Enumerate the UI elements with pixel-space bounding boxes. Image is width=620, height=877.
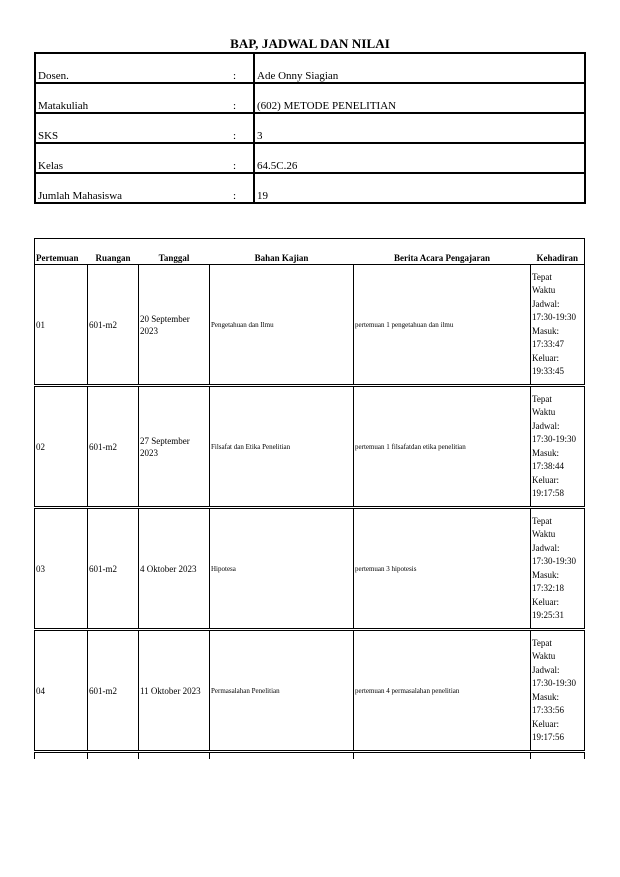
info-colon: : <box>230 173 254 203</box>
kehadiran-line: 19:25:31 <box>532 610 565 620</box>
kehadiran-line: 17:30-19:30 <box>532 312 576 322</box>
info-value: 64.5C.26 <box>254 143 585 173</box>
kehadiran-line: 19:17:58 <box>532 488 565 498</box>
kehadiran-line: Waktu <box>532 285 556 295</box>
info-label: Kelas <box>35 143 230 173</box>
course-info-table <box>34 52 586 204</box>
cell-berita-acara: pertemuan 4 permasalahan penelitian <box>354 630 531 752</box>
cell-empty <box>88 752 139 760</box>
cell-bahan-kajian: Pengetahuan dan Ilmu <box>210 265 354 386</box>
cell-bahan-kajian: Hipotesa <box>210 508 354 630</box>
kehadiran-line: Tepat <box>532 393 552 404</box>
kehadiran-line: 17:30-19:30 <box>532 678 576 688</box>
cell-ruangan: 601-m2 <box>88 386 139 508</box>
cell-pertemuan: 02 <box>35 386 88 508</box>
schedule-table <box>34 238 585 759</box>
info-value: Ade Onny Siagian <box>254 53 585 83</box>
kehadiran-line: Tepat <box>532 271 552 282</box>
cell-empty <box>210 752 354 760</box>
info-label: Dosen. <box>35 53 230 83</box>
kehadiran-line: Jadwal: <box>532 420 560 431</box>
kehadiran-line: 17:30-19:30 <box>532 434 576 444</box>
info-row-jumlah-mahasiswa <box>35 173 585 203</box>
cell-berita-acara: pertemuan 1 pengetahuan dan ilmu <box>354 265 531 386</box>
cell-kehadiran <box>531 386 585 508</box>
cell-empty <box>354 752 531 760</box>
cell-pertemuan: 04 <box>35 630 88 752</box>
cell-tanggal: 27 September 2023 <box>139 386 210 508</box>
cell-ruangan: 601-m2 <box>88 508 139 630</box>
kehadiran-line: Masuk: <box>532 447 559 458</box>
info-label: Jumlah Mahasiswa <box>35 173 230 203</box>
info-row-dosen <box>35 53 585 83</box>
kehadiran-line: Masuk: <box>532 569 559 580</box>
info-value: 3 <box>254 113 585 143</box>
kehadiran-line: Waktu <box>532 529 556 539</box>
cell-kehadiran <box>531 265 585 386</box>
info-value: (602) METODE PENELITIAN <box>254 83 585 113</box>
kehadiran-line: Waktu <box>532 651 556 661</box>
kehadiran-line: Masuk: <box>532 691 559 702</box>
cell-empty <box>35 752 88 760</box>
kehadiran-line: Waktu <box>532 407 556 417</box>
table-continuation-row <box>35 752 585 760</box>
table-row <box>35 630 585 752</box>
cell-tanggal: 4 Oktober 2023 <box>139 508 210 630</box>
cell-tanggal: 20 September 2023 <box>139 265 210 386</box>
info-row-matakuliah <box>35 83 585 113</box>
cell-pertemuan: 01 <box>35 265 88 386</box>
info-row-sks <box>35 113 585 143</box>
table-row <box>35 386 585 508</box>
kehadiran-line: Masuk: <box>532 325 559 336</box>
header-ruangan: Ruangan <box>88 239 139 265</box>
kehadiran-line: Keluar: <box>532 718 559 729</box>
info-colon: : <box>230 53 254 83</box>
info-label: SKS <box>35 113 230 143</box>
kehadiran-line: Keluar: <box>532 596 559 607</box>
cell-kehadiran <box>531 630 585 752</box>
cell-ruangan: 601-m2 <box>88 265 139 386</box>
cell-empty <box>139 752 210 760</box>
cell-tanggal: 11 Oktober 2023 <box>139 630 210 752</box>
cell-ruangan: 601-m2 <box>88 630 139 752</box>
info-colon: : <box>230 113 254 143</box>
kehadiran-line: Jadwal: <box>532 542 560 553</box>
kehadiran-line: 19:17:56 <box>532 732 565 742</box>
cell-berita-acara: pertemuan 3 hipotesis <box>354 508 531 630</box>
table-row <box>35 508 585 630</box>
kehadiran-line: Keluar: <box>532 474 559 485</box>
info-label: Matakuliah <box>35 83 230 113</box>
info-value: 19 <box>254 173 585 203</box>
kehadiran-line: 17:32:18 <box>532 583 565 593</box>
header-bahan-kajian: Bahan Kajian <box>210 239 354 265</box>
page-title: BAP, JADWAL DAN NILAI <box>230 36 390 51</box>
info-colon: : <box>230 83 254 113</box>
cell-pertemuan: 03 <box>35 508 88 630</box>
cell-bahan-kajian: Permasalahan Penelitian <box>210 630 354 752</box>
header-berita-acara: Berita Acara Pengajaran <box>354 239 531 265</box>
kehadiran-line: 17:38:44 <box>532 461 565 471</box>
kehadiran-line: 19:33:45 <box>532 366 565 376</box>
table-header-row <box>35 239 585 265</box>
kehadiran-line: Jadwal: <box>532 298 560 309</box>
cell-bahan-kajian: Filsafat dan Etika Penelitian <box>210 386 354 508</box>
kehadiran-line: 17:30-19:30 <box>532 556 576 566</box>
header-tanggal: Tanggal <box>139 239 210 265</box>
cell-empty <box>531 752 585 760</box>
info-colon: : <box>230 143 254 173</box>
header-kehadiran: Kehadiran <box>531 239 585 265</box>
kehadiran-line: 17:33:47 <box>532 339 565 349</box>
kehadiran-line: Tepat <box>532 637 552 648</box>
info-row-kelas <box>35 143 585 173</box>
kehadiran-line: Keluar: <box>532 352 559 363</box>
kehadiran-line: Tepat <box>532 515 552 526</box>
header-pertemuan: Pertemuan <box>35 239 88 265</box>
kehadiran-line: Jadwal: <box>532 664 560 675</box>
cell-kehadiran <box>531 508 585 630</box>
kehadiran-line: 17:33:56 <box>532 705 565 715</box>
cell-berita-acara: pertemuan 1 filsafatdan etika penelitian <box>354 386 531 508</box>
table-row <box>35 265 585 386</box>
